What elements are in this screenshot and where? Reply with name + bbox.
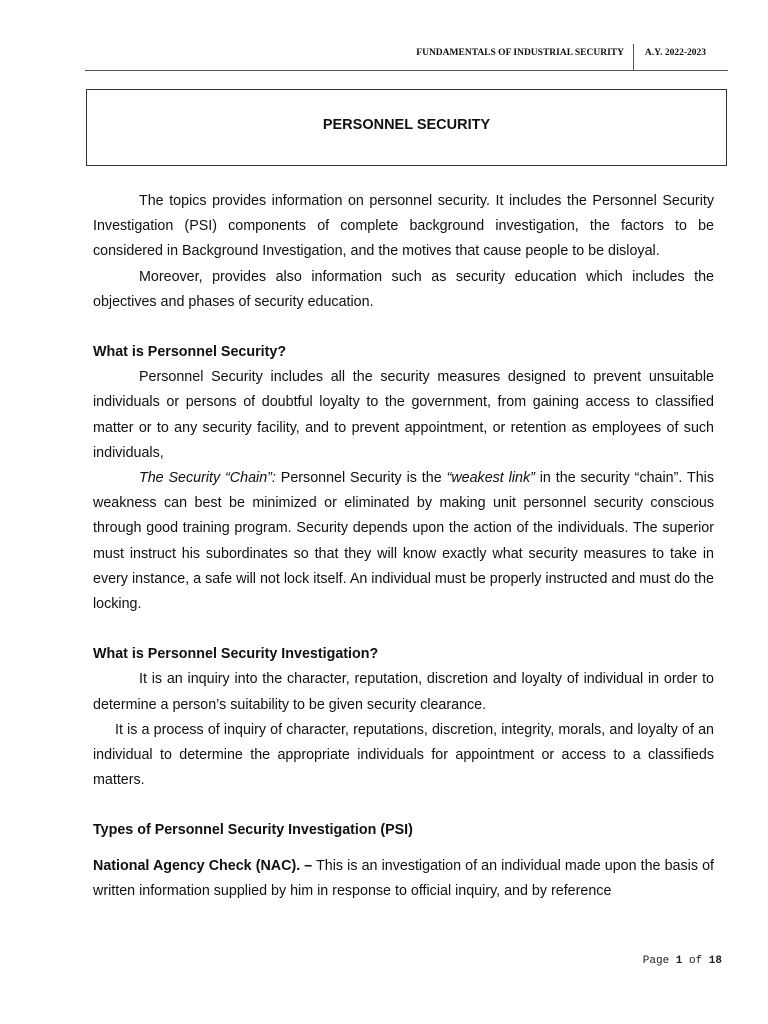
- page-number: [643, 955, 722, 967]
- security-chain-text: Personnel Security is the: [275, 470, 447, 487]
- nac-paragraph: [93, 854, 714, 904]
- total-pages: 18: [708, 955, 722, 967]
- course-title: FUNDAMENTALS OF INDUSTRIAL SECURITY: [416, 48, 624, 58]
- intro-paragraph-1: The topics provides information on personnel security. It includes the Personnel Security Investigation (PSI) components of complete background investigation, the factors to be considered in Background Investigation, and the motives that cause people to be disloyal.: [93, 193, 714, 260]
- academic-year: A.Y. 2022-2023: [644, 48, 706, 58]
- document-body: [93, 189, 714, 904]
- psi-definition-1: It is an inquiry into the character, reputation, discretion and loyalty of individual in order to determine a person’s suitability to be given security clearance.: [93, 671, 714, 713]
- security-chain-rest: in the security “chain”. This weakness can best be minimized or eliminated by making unit personnel security conscious through good training program. Security depends upon the action of the individuals. The superior must instruct his subordinates so that they will know exactly what security measures to take in every instance, a safe will not lock itself. An individual must be properly instructed and must do the locking.: [93, 470, 714, 613]
- header-divider: [633, 44, 634, 70]
- personnel-security-definition: Personnel Security includes all the security measures designed to prevent unsuitable individuals or persons of doubtful loyalty to the government, from gaining access to classified matter or to any security facility, and to prevent appointment, or retention as employees of such individuals,: [93, 369, 714, 461]
- section-heading-psi-types: Types of Personnel Security Investigation (PSI): [93, 822, 413, 839]
- security-chain-paragraph: [93, 466, 714, 617]
- page-of: of: [682, 955, 709, 967]
- nac-text: This is an investigation of an individual made upon the basis of written information supplied by him in response to official inquiry, and by reference: [93, 857, 714, 899]
- weakest-link-emphasis: “weakest link”: [446, 470, 535, 487]
- psi-definition-2: It is a process of inquiry of character, reputations, discretion, integrity, morals, and loyalty of an individual to determine the appropriate individuals for appointment or access to a classifieds matters.: [93, 721, 714, 789]
- title-box: [86, 89, 727, 166]
- current-page: 1: [675, 955, 683, 967]
- security-chain-label: The Security “Chain”:: [139, 470, 276, 487]
- section-heading-personnel-security: What is Personnel Security?: [93, 344, 287, 361]
- page-title: PERSONNEL SECURITY: [322, 117, 491, 133]
- page-prefix: Page: [642, 955, 676, 967]
- page-header: [85, 44, 728, 71]
- section-heading-psi: What is Personnel Security Investigation?: [93, 646, 379, 663]
- nac-label: National Agency Check (NAC). –: [93, 857, 313, 874]
- intro-paragraph-2: Moreover, provides also information such as security education which includes the objectives and phases of security education.: [93, 268, 714, 310]
